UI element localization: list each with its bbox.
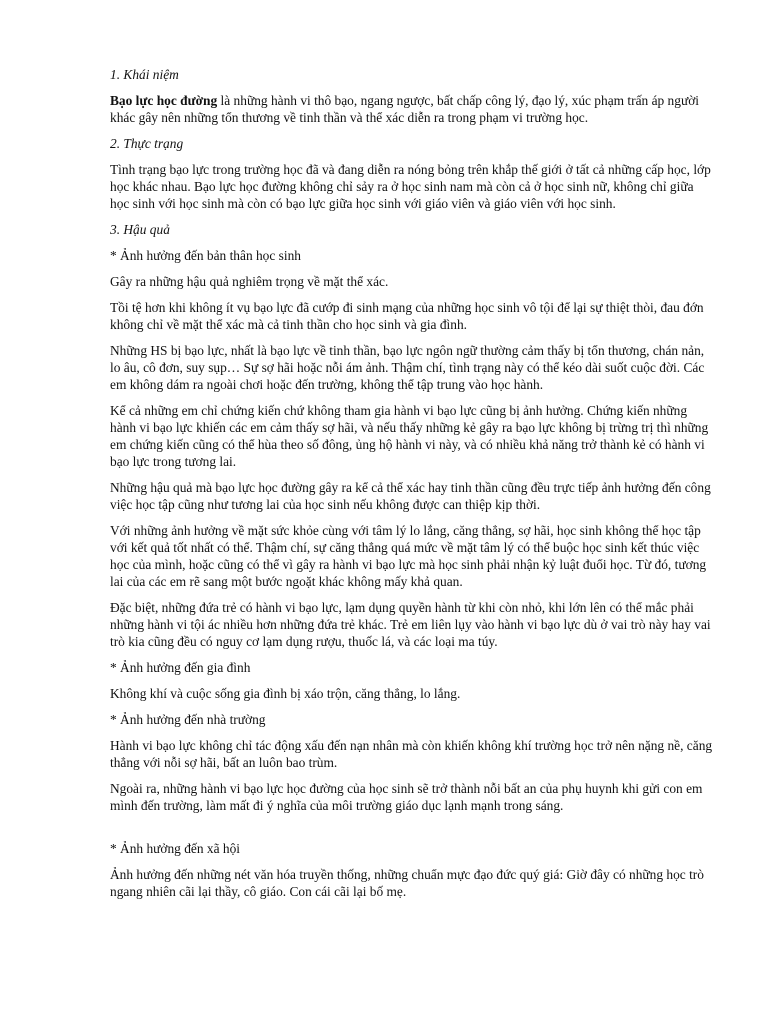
- definition-text: là những hành vi thô bạo, ngang ngược, bất chấp công lý, đạo lý, xúc phạm trấn áp người khác gây nên những tổn thương về tinh thần và thể xác diễn ra trong phạm vi trường học.: [110, 93, 700, 125]
- paragraph-witnesses: Kể cả những em chỉ chứng kiến chứ không tham gia hành vi bạo lực cũng bị ảnh hưởng. Chứng kiến những hành vi bạo lực khiến các em cảm thấy sợ hãi, và nếu thấy những kẻ gây ra bạo lực không bị trừng trị thì những em chứng kiến cũng có thể hùa theo số đông, ủng hộ hành vi này, và có nhiều khả năng trở thành kẻ có hành vi bạo lực trong tương lai.: [110, 403, 709, 469]
- blank-line: [110, 823, 715, 840]
- heading-situation: 2. Thực trạng: [110, 136, 184, 151]
- paragraph-study-impact: Những hậu quả mà bạo lực học đường gây ra kể cả thể xác hay tinh thần cũng đều trực tiếp ảnh hưởng đến công việc học tập cũng như tương lai của học sinh nếu không được can thiệp kịp thời.: [110, 480, 711, 512]
- paragraph-parents-worry: Ngoài ra, những hành vi bạo lực học đường của học sinh sẽ trở thành nỗi bất an của phụ huynh khi gửi con em mình đến trường, làm mất đi ý nghĩa của môi trường giáo dục lạnh mạnh trong sáng.: [110, 781, 703, 813]
- paragraph-health-impact: Với những ảnh hưởng về mặt sức khỏe cùng với tâm lý lo lắng, căng thẳng, sợ hãi, học sinh không thể học tập với kết quả tốt nhất có thể. Thậm chí, sự căng thẳng quá mức về mặt tâm lý có thể buộc học sinh kết thúc việc học của mình, hoặc cũng có thể vì gây ra hành vi bạo lực mà học sinh phải nhận kỷ luật đuổi học. Từ đó, tương lai của các em rẽ sang một bước ngoặt khác không mấy khả quan.: [110, 523, 707, 589]
- paragraph-definition: [110, 92, 715, 126]
- paragraph-school-atmosphere: Hành vi bạo lực không chỉ tác động xấu đến nạn nhân mà còn khiến không khí trường học trở nên nặng nề, căng thẳng với nỗi sợ hãi, bất an luôn bao trùm.: [110, 738, 713, 770]
- paragraph-society: Ảnh hưởng đến những nét văn hóa truyền thống, những chuẩn mực đạo đức quý giá: Giờ đây có những học trò ngang nhiên cãi lại thầy, cô giáo. Con cái cãi lại bố mẹ.: [110, 867, 704, 899]
- subheading-society: * Ảnh hưởng đến xã hội: [110, 841, 241, 856]
- defined-term: Bạo lực học đường: [110, 93, 218, 108]
- paragraph-loss-of-life: Tồi tệ hơn khi không ít vụ bạo lực đã cướp đi sinh mạng của những học sinh vô tội để lại sự thiệt thòi, đau đớn không chỉ về mặt thể xác mà cả tinh thần cho học sinh và gia đình.: [110, 300, 704, 332]
- paragraph-future-risk: Đặc biệt, những đứa trẻ có hành vi bạo lực, lạm dụng quyền hành từ khi còn nhỏ, khi lớn lên có thể mắc phải những hành vi tội ác nhiều hơn những đứa trẻ khác. Trẻ em liên lụy vào hành vi bạo lực dù ở vai trò này hay vai trò kia cũng đều có nguy cơ lạm dụng rượu, thuốc lá, và các loại ma túy.: [110, 600, 711, 649]
- subheading-school: * Ảnh hưởng đến nhà trường: [110, 712, 266, 727]
- document-body: [110, 66, 715, 909]
- heading-consequences: 3. Hậu quả: [110, 222, 170, 237]
- paragraph-mental-harm: Những HS bị bạo lực, nhất là bạo lực về tinh thần, bạo lực ngôn ngữ thường cảm thấy bị tổn thương, chán nản, lo âu, cô đơn, suy sụp… Sự sợ hãi hoặc nỗi ám ảnh. Thậm chí, tình trạng này có thể kéo dài suốt cuộc đời. Các em không dám ra ngoài chơi hoặc đến trường, không thể tập trung vào học hành.: [110, 343, 705, 392]
- paragraph-situation: Tình trạng bạo lực trong trường học đã và đang diễn ra nóng bỏng trên khắp thế giới ở tất cả những cấp học, lớp học khác nhau. Bạo lực học đường không chỉ sảy ra ở học sinh nam mà còn cả ở học sinh nữ, không chỉ giữa học sinh với học sinh mà còn có bạo lực giữa học sinh với giáo viên và giáo viên với học sinh.: [110, 162, 711, 211]
- heading-definition: 1. Khái niệm: [110, 67, 179, 82]
- subheading-students: * Ảnh hưởng đến bản thân học sinh: [110, 248, 301, 263]
- subheading-family: * Ảnh hưởng đến gia đình: [110, 660, 251, 675]
- paragraph-physical-harm: Gây ra những hậu quả nghiêm trọng về mặt thể xác.: [110, 274, 389, 289]
- paragraph-family: Không khí và cuộc sống gia đình bị xáo trộn, căng thẳng, lo lắng.: [110, 686, 461, 701]
